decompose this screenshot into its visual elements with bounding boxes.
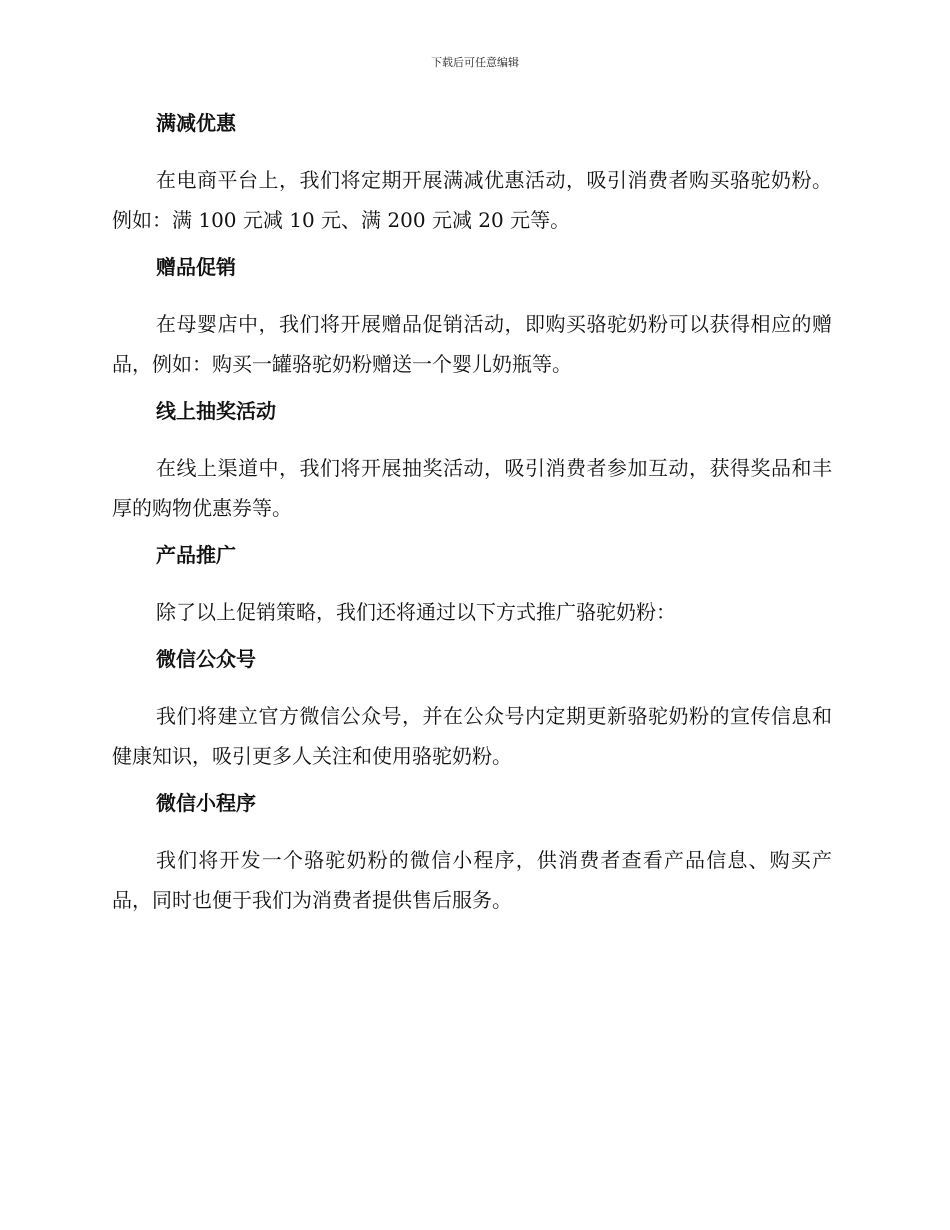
section-heading-wechat-official-account: 微信公众号 [156, 647, 256, 671]
paragraph-full-reduction: 在电商平台上，我们将定期开展满减优惠活动，吸引消费者购买骆驼奶粉。例如：满 100 元减 10 元、满 200 元减 20 元等。 [112, 168, 832, 232]
section-heading-product-promotion: 产品推广 [156, 543, 236, 567]
paragraph-wechat-mini-program: 我们将开发一个骆驼奶粉的微信小程序，供消费者查看产品信息、购买产品，同时也便于我们为消费者提供售后服务。 [112, 848, 832, 912]
document-body [112, 108, 832, 932]
section-heading-wechat-mini-program: 微信小程序 [156, 791, 256, 815]
section-heading-full-reduction: 满减优惠 [156, 111, 236, 135]
section-heading-online-lottery: 线上抽奖活动 [156, 399, 276, 423]
paragraph-wechat-official-account: 我们将建立官方微信公众号，并在公众号内定期更新骆驼奶粉的宣传信息和健康知识，吸引更多人关注和使用骆驼奶粉。 [112, 704, 832, 768]
paragraph-online-lottery: 在线上渠道中，我们将开展抽奖活动，吸引消费者参加互动，获得奖品和丰厚的购物优惠券等。 [112, 456, 832, 520]
page-header: 下载后可任意编辑 [431, 56, 519, 69]
section-heading-gift-promotion: 赠品促销 [156, 255, 236, 279]
paragraph-product-promotion: 除了以上促销策略，我们还将通过以下方式推广骆驼奶粉： [156, 600, 676, 624]
paragraph-gift-promotion: 在母婴店中，我们将开展赠品促销活动，即购买骆驼奶粉可以获得相应的赠品，例如：购买一罐骆驼奶粉赠送一个婴儿奶瓶等。 [112, 312, 832, 376]
